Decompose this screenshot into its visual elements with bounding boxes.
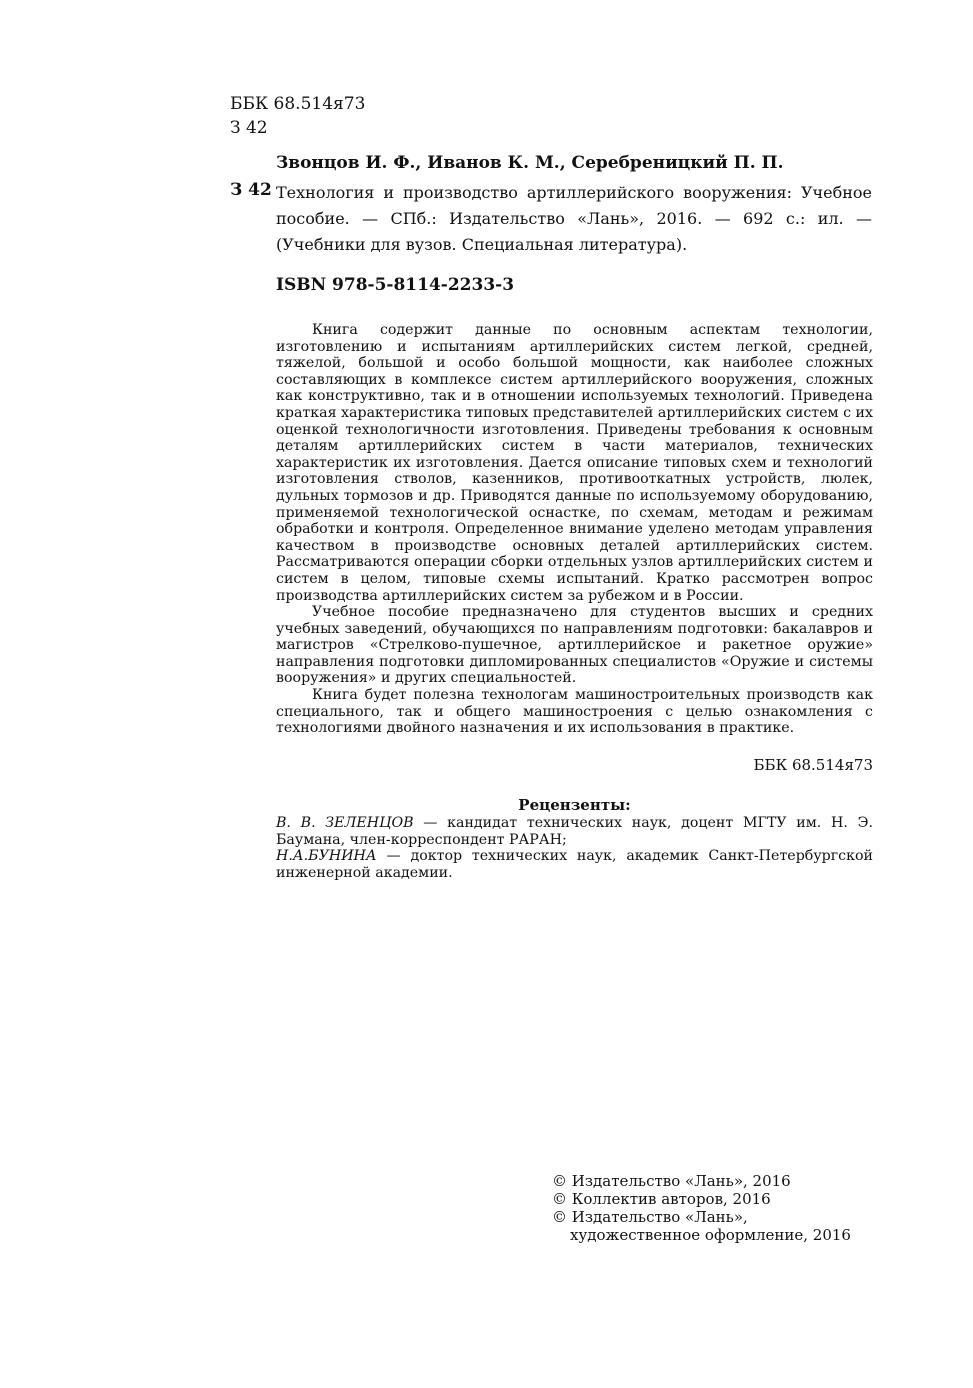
reviewers-list [276,815,873,881]
annotation-paragraph: Книга будет полезна технологам машиностроительных производств как специального, так и общего машиностроения с целью ознакомления с технологиями двойного назначения и их использования в практике. [276,687,873,737]
authors: Звонцов И. Ф., Иванов К. М., Серебреницкий П. П. [276,153,784,173]
reviewer-name: Н.А.БУНИНА [276,848,377,865]
reviewer-info: — кандидат технических наук, доцент МГТУ им. Н. Э. Баумана, член-корреспондент РАРАН; [276,815,873,848]
annotation-bbk: ББК 68.514я73 [753,756,873,774]
copyright-line: художественное оформление, 2016 [570,1226,851,1244]
copyright-block [552,1172,851,1244]
bibliographic-description: Технология и производство артиллерийского вооружения: Учебное пособие. — СПб.: Издательство «Лань», 2016. — 692 с.: ил. — (Учебники для вузов. Специальная литература). [276,183,872,254]
bbk-code: ББК 68.514я73 [230,94,366,114]
author-mark: З 42 [230,118,268,138]
annotation-paragraph: Учебное пособие предназначено для студентов высших и средних учебных заведений, обучающихся по направлениям подготовки: бакалавров и магистров «Стрелково-пушечное, артиллерийское и ракетное оружие» направления подготовки дипломированных специалистов «Оружие и системы вооружения» и других специальностей. [276,604,873,687]
copyright-line: © Коллектив авторов, 2016 [552,1190,771,1208]
catalog-code: З 42 [230,180,272,200]
reviewer-entry [276,815,873,848]
annotation [276,322,873,737]
copyright-line: © Издательство «Лань», [552,1208,748,1226]
isbn: ISBN 978-5-8114-2233-3 [276,275,515,295]
reviewer-entry [276,848,873,881]
annotation-paragraph: Книга содержит данные по основным аспектам технологии, изготовлению и испытаниям артиллерийских систем легкой, средней, тяжелой, большой и особо большой мощности, как наиболее сложных составляющих в комплексе систем артиллерийского вооружения, сложных как конструктивно, так и в отношении используемых технологий. Приведена краткая характеристика типовых представителей артиллерийских систем с их оценкой технологичности изготовления. Приведены требования к основным деталям артиллерийских систем в части материалов, технических характеристик их изготовления. Дается описание типовых схем и технологий изготовления стволов, казенников, противооткатных устройств, люлек, дульных тормозов и др. Приводятся данные по используемому оборудованию, применяемой технологической оснастке, по схемам, методам и режимам обработки и контроля. Определенное внимание уделено методам управления качеством в производстве основных деталей артиллерийских систем. Рассматриваются операции сборки отдельных узлов артиллерийских систем и систем в целом, типовые схемы испытаний. Кратко рассмотрен вопрос производства артиллерийских систем за рубежом и в России. [276,322,873,604]
copyright-line: © Издательство «Лань», 2016 [552,1172,791,1190]
reviewer-name: В. В. ЗЕЛЕНЦОВ [276,815,414,831]
bbk-block [230,92,365,140]
reviewer-info: — доктор технических наук, академик Санкт-Петербургской инженерной академии. [276,848,873,881]
reviewers-title: Рецензенты: [518,796,631,814]
